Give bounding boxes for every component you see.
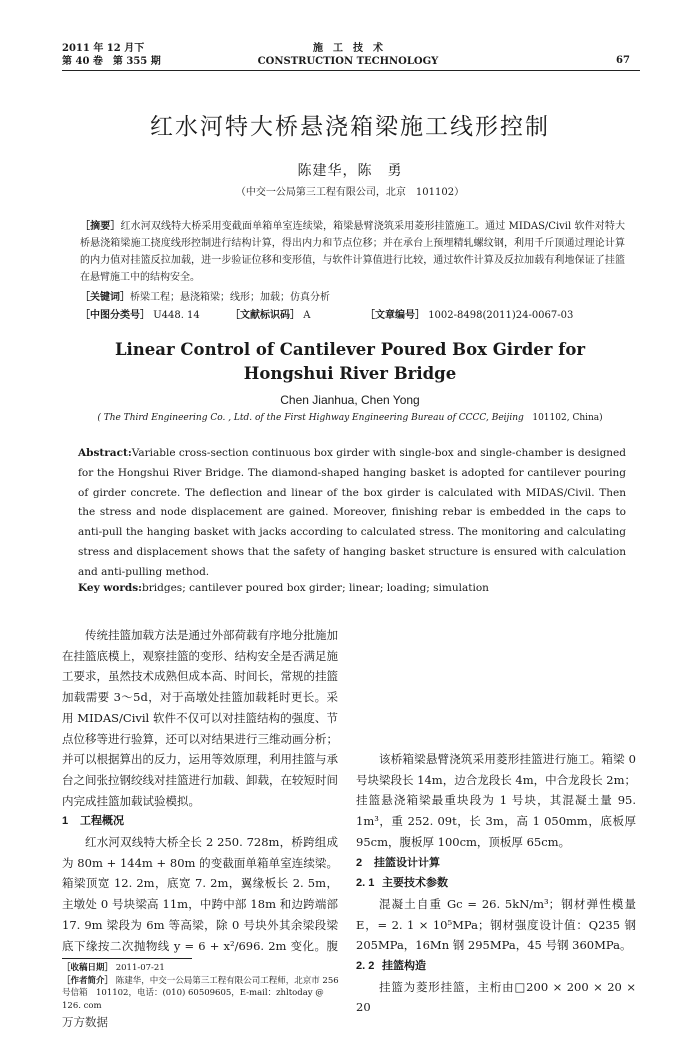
keywords-cn-label: ［关键词］ xyxy=(80,292,130,303)
body-column-left xyxy=(62,625,338,956)
article-title-en xyxy=(0,338,700,386)
page-number: 67 xyxy=(616,55,630,66)
body-column-right xyxy=(356,625,636,1018)
keywords-en-text: bridges; cantilever poured box girder; linear; loading; simulation xyxy=(142,582,489,594)
header-volume: 第 40 卷 第 355 期 xyxy=(62,56,161,67)
section-2-2-paragraph: 挂篮为菱形挂篮，主桁由□200 × 200 × 20 × 20 xyxy=(356,979,636,1015)
header-journal-cn: 施 工 技 术 xyxy=(313,43,383,54)
article-title-cn: 红水河特大桥悬浇箱梁施工线形控制 xyxy=(150,114,550,140)
section-2-1-heading: 2. 1 主要技术参数 xyxy=(356,877,448,890)
clc-number: ［中图分类号］ U448. 14 xyxy=(80,310,200,321)
header-journal-en: CONSTRUCTION TECHNOLOGY xyxy=(257,56,439,67)
title-en-line2: Hongshui River Bridge xyxy=(243,364,457,383)
abstract-en xyxy=(78,444,626,583)
keywords-cn-text: 桥梁工程；悬浇箱梁；线形；加载；仿真分析 xyxy=(130,292,330,303)
section-1-paragraph-2: 该桥箱梁悬臂浇筑采用菱形挂篮进行施工。箱梁 0 号块梁段长 14m，边合龙段长 4m，中合龙段长 2m；挂篮悬浇箱梁最重块段为 1 号块，其混凝土量 95. 1m³，重 252. 09t，长 3m，高 1 050mm，底板厚 95cm，腹板厚 100cm，顶板厚 65cm。 xyxy=(356,752,636,849)
affiliation-en: ( The Third Engineering Co. , Ltd. of the First Highway Engineering Bureau of CCCC, Beijing 101102, China) xyxy=(97,413,603,423)
abstract-cn-label: ［摘要］ xyxy=(80,221,121,232)
header-rule xyxy=(62,70,640,71)
running-header-issue xyxy=(62,42,161,68)
authors-cn: 陈建华，陈 勇 xyxy=(297,163,403,179)
footnote xyxy=(62,962,340,1012)
section-2-2-heading: 2. 2 挂篮构造 xyxy=(356,960,426,973)
running-header-journal xyxy=(248,42,448,68)
document-code: ［文献标识码］ A xyxy=(230,310,311,321)
received-date: ［收稿日期］ 2011-07-21 xyxy=(62,963,165,973)
abstract-en-label: Abstract: xyxy=(78,447,132,459)
intro-paragraph: 传统挂篮加载方法是通过外部荷载有序地分批施加在挂篮底模上，观察挂篮的变形、结构安全是否满足施工要求，虽然技术成熟但成本高、时间长，常规的挂篮加载需要 3～5d，对于高墩处挂篮加载耗时更长。采用 MIDAS/Civil 软件不仅可以对挂篮结构的强度、节点位移等进行验算，还可以对结果进行三维动画分析；并可以根据算出的反力，运用等效原理，利用挂篮与承台之间张拉钢绞线对挂篮进行加载、卸载，在较短时间内完成挂篮加载试验模拟。 xyxy=(62,628,338,808)
keywords-en-label: Key words: xyxy=(78,582,143,594)
title-en-line1: Linear Control of Cantilever Poured Box Girder for xyxy=(114,340,586,359)
authors-en: Chen Jianhua, Chen Yong xyxy=(280,393,420,407)
author-bio: ［作者简介］ 陈建华，中交一公局第三工程有限公司工程师，北京市 256 号信箱 101102，电话：(010) 60509605，E-mail：zhltoday @ 126. com xyxy=(62,975,339,1011)
section-1-heading: 1 工程概况 xyxy=(62,815,124,828)
affiliation-cn: （中交一公局第三工程有限公司，北京 101102） xyxy=(235,187,465,198)
keywords-en xyxy=(78,581,626,595)
header-date: 2011 年 12 月下 xyxy=(62,43,145,54)
section-2-heading: 2 挂篮设计计算 xyxy=(356,856,440,869)
article-id: ［文章编号］ 1002-8498(2011)24-0067-03 xyxy=(365,310,574,321)
abstract-en-text: Variable cross-section continuous box girder with single-box and single-chamber is designed for the Hongshui River Bridge. The diamond-shaped hanging basket is adopted for cantilever pouring of girder concrete. The deflection and linear of the box girder is calculated with MIDAS/Civil. Then the stress and node displacement are gained. Moreover, finishing rebar is embedded in the caps to anti-pull the hanging basket with jacks according to calculated stress. The monitoring and calculating stress and displacement shows that the safety of hanging basket structure is ensured with calculation and anti-pulling method. xyxy=(78,447,626,578)
footnote-rule xyxy=(62,958,192,959)
abstract-cn xyxy=(80,218,625,286)
section-2-1-paragraph: 混凝土自重 Gc = 26. 5kN/m³；钢材弹性模量 E，= 2. 1 × 10⁵MPa；钢材强度设计值：Q235 钢 205MPa，16Mn 钢 295MPa，45 号钢 360MPa。 xyxy=(356,896,636,953)
keywords-cn xyxy=(80,291,625,305)
section-1-paragraph: 红水河双线特大桥全长 2 250. 728m，桥跨组成为 80m + 144m + 80m 的变截面单箱单室连续梁。箱梁顶宽 12. 2m，底宽 7. 2m，翼缘板长 2. 5m，主墩处 0 号块梁高 11m，中跨中部 18m 和边跨端部 17. 9m 梁段为 6m 等高梁，除 0 号块外其余梁段梁底下缘按二次抛物线 y = 6 + x²/696. 2m 变化。腹 xyxy=(62,835,338,953)
abstract-cn-text: 红水河双线特大桥采用变截面单箱单室连续梁，箱梁悬臂浇筑采用菱形挂篮施工。通过 MIDAS/Civil 软件对特大桥悬浇箱梁施工挠度线形控制进行结构计算，得出内力和节点位移；并在承台上预埋精轧螺纹钢，利用千斤顶通过理论计算的内力值对挂篮反拉加载，进一步验证位移和变形值，与软件计算值进行比较，通过软件计算及反拉加载有利地保证了挂篮在悬臂施工中的结构安全。 xyxy=(80,221,626,283)
watermark-text: 万方数据 xyxy=(62,1015,108,1029)
